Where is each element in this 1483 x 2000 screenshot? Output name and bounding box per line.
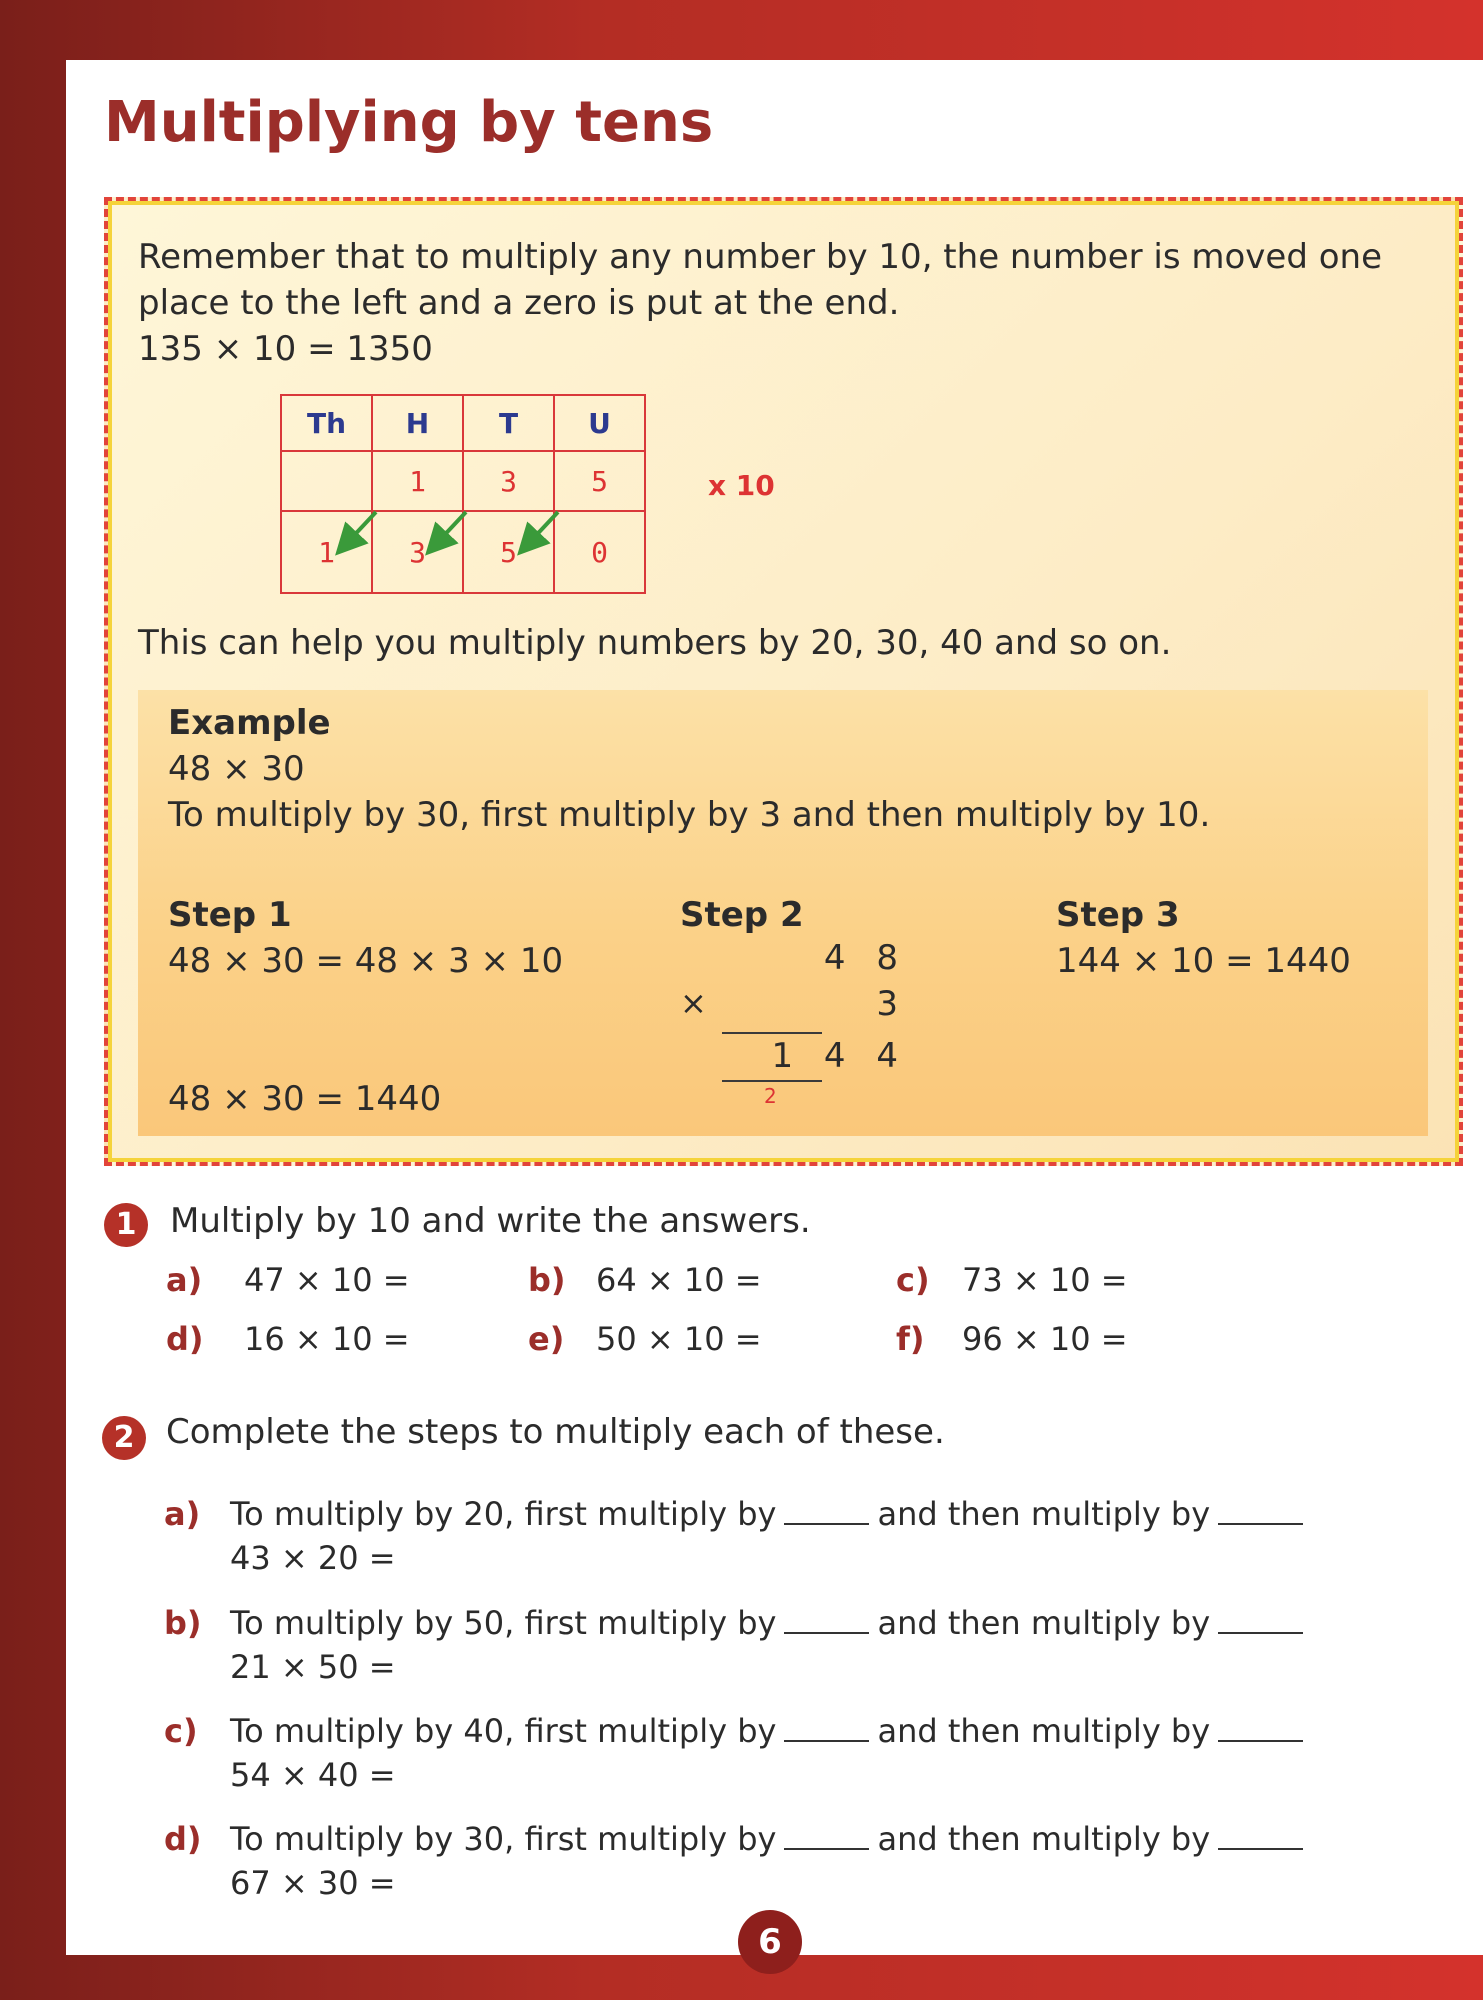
header-t: T xyxy=(463,395,554,451)
q1-item-a: 47 × 10 = xyxy=(244,1261,410,1299)
step2-line-1 xyxy=(722,1032,822,1034)
step2-title: Step 2 xyxy=(680,895,804,935)
cell-r1-u: 5 xyxy=(554,451,645,511)
q1-label-e: e) xyxy=(528,1320,565,1358)
page-number: 6 xyxy=(738,1910,802,1974)
step1-equation: 48 × 30 = 48 × 3 × 10 xyxy=(168,941,564,981)
help-text: This can help you multiply numbers by 20, 30, 40 and so on. xyxy=(138,623,1172,663)
example-heading: Example xyxy=(168,703,331,743)
q2-item-b xyxy=(230,1604,1311,1642)
q2-item-d xyxy=(230,1820,1311,1858)
q2-a-then: and then multiply by xyxy=(877,1495,1211,1533)
q2-b-blank-2[interactable] xyxy=(1218,1631,1303,1634)
q2-item-a xyxy=(230,1495,1311,1533)
header-th: Th xyxy=(281,395,372,451)
q1-label-f: f) xyxy=(896,1320,925,1358)
step1-title: Step 1 xyxy=(168,895,292,935)
step2-result: 1 4 4 xyxy=(771,1036,908,1076)
step2-top-number: 4 8 xyxy=(823,938,908,978)
q2-b-blank-1[interactable] xyxy=(784,1631,869,1634)
step2-multiplier: 3 xyxy=(876,984,908,1024)
question-1-number: 1 xyxy=(104,1203,148,1247)
q2-d-blank-1[interactable] xyxy=(784,1847,869,1850)
q1-item-b: 64 × 10 = xyxy=(596,1261,762,1299)
q1-label-b: b) xyxy=(528,1261,566,1299)
q2-d-blank-2[interactable] xyxy=(1218,1847,1303,1850)
q1-label-a: a) xyxy=(166,1261,203,1299)
q1-label-c: c) xyxy=(896,1261,930,1299)
q2-label-c: c) xyxy=(164,1712,198,1750)
info-box xyxy=(104,197,1463,1166)
cell-r1-t: 3 xyxy=(463,451,554,511)
example-explain: To multiply by 30, first multiply by 3 and then multiply by 10. xyxy=(168,795,1211,835)
q2-c-calc: 54 × 40 = xyxy=(230,1756,396,1794)
step2-carry: 2 xyxy=(764,1084,777,1108)
header-u: U xyxy=(554,395,645,451)
q2-label-a: a) xyxy=(164,1495,201,1533)
q2-label-b: b) xyxy=(164,1604,202,1642)
page-title: Multiplying by tens xyxy=(104,90,714,155)
q2-c-blank-1[interactable] xyxy=(784,1739,869,1742)
question-2-number: 2 xyxy=(102,1416,146,1460)
step2-multiply-sign: × xyxy=(680,984,707,1022)
q2-a-blank-2[interactable] xyxy=(1218,1522,1303,1525)
cell-r2-h: 3 xyxy=(372,511,463,593)
q2-b-first: To multiply by 50, first multiply by xyxy=(230,1604,777,1642)
q2-d-then: and then multiply by xyxy=(877,1820,1211,1858)
q1-label-d: d) xyxy=(166,1320,204,1358)
q2-c-first: To multiply by 40, first multiply by xyxy=(230,1712,777,1750)
q2-a-blank-1[interactable] xyxy=(784,1522,869,1525)
q2-a-first: To multiply by 20, first multiply by xyxy=(230,1495,777,1533)
worksheet-page xyxy=(66,60,1483,1955)
cell-r1-h: 1 xyxy=(372,451,463,511)
step3-title: Step 3 xyxy=(1056,895,1180,935)
example-problem: 48 × 30 xyxy=(168,749,305,789)
intro-equation: 135 × 10 = 1350 xyxy=(138,329,433,369)
shift-arrows-icon xyxy=(280,508,650,568)
q2-d-calc: 67 × 30 = xyxy=(230,1864,396,1902)
q1-item-c: 73 × 10 = xyxy=(962,1261,1128,1299)
example-box xyxy=(138,690,1428,1136)
header-h: H xyxy=(372,395,463,451)
intro-text: Remember that to multiply any number by 10, the number is moved one place to the left and a zero is put at the end. xyxy=(138,237,1383,323)
step2-line-2 xyxy=(722,1080,822,1082)
cell-r2-t: 5 xyxy=(463,511,554,593)
q1-item-d: 16 × 10 = xyxy=(244,1320,410,1358)
q2-item-c xyxy=(230,1712,1311,1750)
q1-item-f: 96 × 10 = xyxy=(962,1320,1128,1358)
q2-d-first: To multiply by 30, first multiply by xyxy=(230,1820,777,1858)
step3-equation: 144 × 10 = 1440 xyxy=(1056,941,1351,981)
step1-result: 48 × 30 = 1440 xyxy=(168,1079,442,1119)
cell-r1-th xyxy=(281,451,372,511)
q2-b-then: and then multiply by xyxy=(877,1604,1211,1642)
question-2-instruction: Complete the steps to multiply each of these. xyxy=(166,1412,945,1452)
question-1-instruction: Multiply by 10 and write the answers. xyxy=(170,1201,811,1241)
q2-c-blank-2[interactable] xyxy=(1218,1739,1303,1742)
cell-r2-u: 0 xyxy=(554,511,645,593)
q2-label-d: d) xyxy=(164,1820,202,1858)
q2-c-then: and then multiply by xyxy=(877,1712,1211,1750)
cell-r2-th: 1 xyxy=(281,511,372,593)
q2-b-calc: 21 × 50 = xyxy=(230,1648,396,1686)
q1-item-e: 50 × 10 = xyxy=(596,1320,762,1358)
q2-a-calc: 43 × 20 = xyxy=(230,1539,396,1577)
multiplier-label: x 10 xyxy=(708,469,775,502)
